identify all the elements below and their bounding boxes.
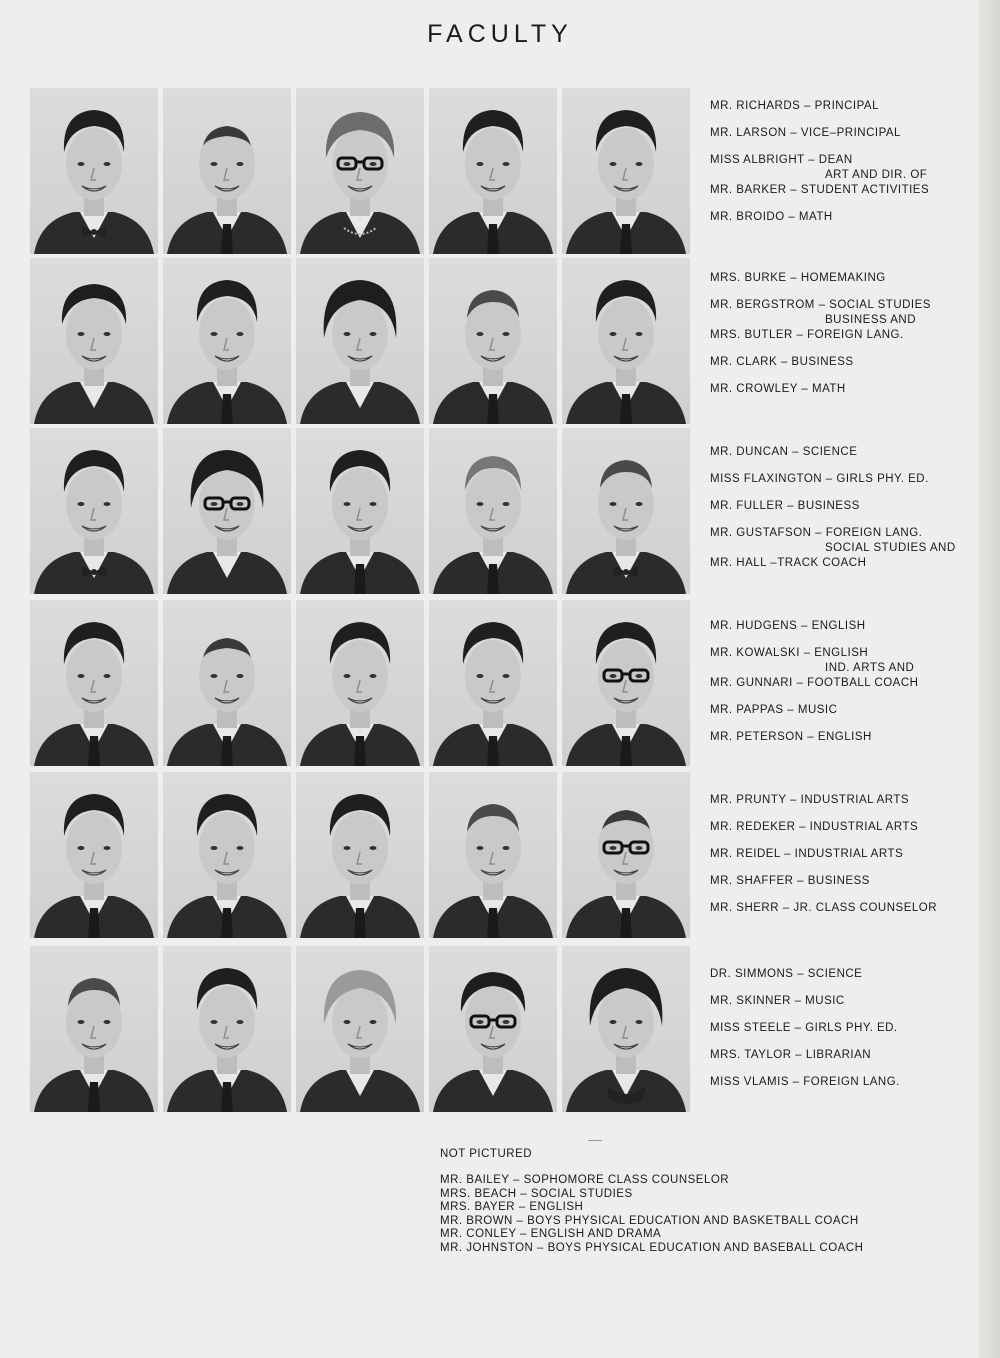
faculty-portrait — [562, 428, 690, 594]
faculty-portrait — [30, 600, 158, 766]
faculty-portrait — [296, 88, 424, 254]
faculty-portrait — [30, 946, 158, 1112]
faculty-caption: MR. RICHARDS – PRINCIPAL — [710, 100, 879, 112]
not-pictured-section — [440, 1148, 960, 1255]
faculty-caption: MR. PETERSON – ENGLISH — [710, 731, 872, 743]
faculty-portrait — [429, 600, 557, 766]
not-pictured-list — [440, 1174, 960, 1255]
faculty-caption: IND. ARTS AND — [825, 662, 915, 674]
not-pictured-heading: NOT PICTURED — [440, 1148, 533, 1160]
faculty-portrait — [429, 428, 557, 594]
not-pictured-item: MR. CONLEY – ENGLISH AND DRAMA — [440, 1228, 662, 1240]
page-edge-shadow — [978, 0, 1000, 1358]
faculty-portrait — [562, 258, 690, 424]
faculty-caption: SOCIAL STUDIES AND — [825, 542, 956, 554]
not-pictured-item: MRS. BEACH – SOCIAL STUDIES — [440, 1187, 633, 1200]
faculty-caption: MR. BROIDO – MATH — [710, 211, 833, 223]
faculty-caption: MISS ALBRIGHT – DEAN — [710, 154, 853, 166]
faculty-portrait — [163, 772, 291, 938]
faculty-photo-grid — [30, 88, 695, 1118]
page-title: FACULTY — [427, 20, 573, 48]
photo-row — [30, 600, 695, 768]
faculty-portrait — [163, 946, 291, 1112]
photo-row — [30, 258, 695, 426]
faculty-portrait — [562, 946, 690, 1112]
faculty-portrait — [30, 88, 158, 254]
not-pictured-item: MR. BROWN – BOYS PHYSICAL EDUCATION AND BASKETBALL COACH — [440, 1214, 859, 1227]
faculty-portrait — [296, 600, 424, 766]
not-pictured-item: MR. JOHNSTON – BOYS PHYSICAL EDUCATION AND BASEBALL COACH — [440, 1241, 864, 1254]
faculty-caption: MISS VLAMIS – FOREIGN LANG. — [710, 1076, 900, 1088]
faculty-caption: MR. HALL –TRACK COACH — [710, 557, 867, 569]
faculty-portrait — [30, 258, 158, 424]
photo-row — [30, 946, 695, 1114]
faculty-portrait — [562, 88, 690, 254]
faculty-portrait — [429, 772, 557, 938]
faculty-caption: ART AND DIR. OF — [825, 169, 928, 181]
photo-row — [30, 772, 695, 940]
caption-block — [710, 272, 980, 422]
faculty-portrait — [429, 946, 557, 1112]
faculty-caption: MR. GUSTAFSON – FOREIGN LANG. — [710, 527, 923, 539]
faculty-caption: DR. SIMMONS – SCIENCE — [710, 968, 863, 980]
faculty-portrait — [296, 428, 424, 594]
faculty-caption: MR. REIDEL – INDUSTRIAL ARTS — [710, 848, 904, 860]
caption-block — [710, 100, 980, 250]
faculty-caption: BUSINESS AND — [825, 314, 916, 326]
faculty-caption: MISS FLAXINGTON – GIRLS PHY. ED. — [710, 473, 929, 485]
faculty-portrait — [163, 428, 291, 594]
faculty-caption: MR. CLARK – BUSINESS — [710, 356, 854, 368]
faculty-portrait — [429, 88, 557, 254]
faculty-caption: MR. LARSON – VICE–PRINCIPAL — [710, 127, 901, 139]
faculty-portrait — [163, 258, 291, 424]
not-pictured-item: MRS. BAYER – ENGLISH — [440, 1201, 584, 1213]
faculty-portrait — [429, 258, 557, 424]
faculty-portrait — [30, 772, 158, 938]
faculty-caption: MR. PAPPAS – MUSIC — [710, 704, 838, 716]
faculty-caption: MR. KOWALSKI – ENGLISH — [710, 647, 869, 659]
faculty-caption: MISS STEELE – GIRLS PHY. ED. — [710, 1022, 898, 1034]
faculty-caption: MR. HUDGENS – ENGLISH — [710, 620, 866, 632]
faculty-portrait — [30, 428, 158, 594]
caption-block — [710, 968, 980, 1118]
faculty-portrait — [296, 772, 424, 938]
not-pictured-item: MR. BAILEY – SOPHOMORE CLASS COUNSELOR — [440, 1174, 730, 1186]
faculty-caption: MR. PRUNTY – INDUSTRIAL ARTS — [710, 794, 910, 806]
faculty-caption: MR. BARKER – STUDENT ACTIVITIES — [710, 184, 930, 196]
print-speck — [588, 1140, 602, 1141]
faculty-caption: MR. CROWLEY – MATH — [710, 383, 846, 395]
faculty-caption: MR. SHERR – JR. CLASS COUNSELOR — [710, 902, 938, 914]
faculty-caption: MR. BERGSTROM – SOCIAL STUDIES — [710, 299, 931, 311]
faculty-caption: MR. SKINNER – MUSIC — [710, 995, 845, 1007]
faculty-caption: MR. GUNNARI – FOOTBALL COACH — [710, 677, 919, 689]
caption-block — [710, 794, 980, 944]
faculty-caption: MR. DUNCAN – SCIENCE — [710, 446, 858, 458]
faculty-portrait — [163, 600, 291, 766]
faculty-portrait — [163, 88, 291, 254]
faculty-caption: MRS. BURKE – HOMEMAKING — [710, 272, 886, 284]
faculty-portrait — [562, 772, 690, 938]
photo-row — [30, 88, 695, 256]
faculty-caption: MRS. TAYLOR – LIBRARIAN — [710, 1049, 872, 1061]
faculty-caption: MR. SHAFFER – BUSINESS — [710, 875, 870, 887]
faculty-portrait — [562, 600, 690, 766]
faculty-portrait — [296, 258, 424, 424]
faculty-portrait — [296, 946, 424, 1112]
faculty-caption: MR. REDEKER – INDUSTRIAL ARTS — [710, 821, 919, 833]
faculty-caption: MR. FULLER – BUSINESS — [710, 500, 860, 512]
photo-row — [30, 428, 695, 596]
faculty-caption: MRS. BUTLER – FOREIGN LANG. — [710, 329, 904, 341]
caption-block — [710, 446, 980, 596]
caption-block — [710, 620, 980, 770]
